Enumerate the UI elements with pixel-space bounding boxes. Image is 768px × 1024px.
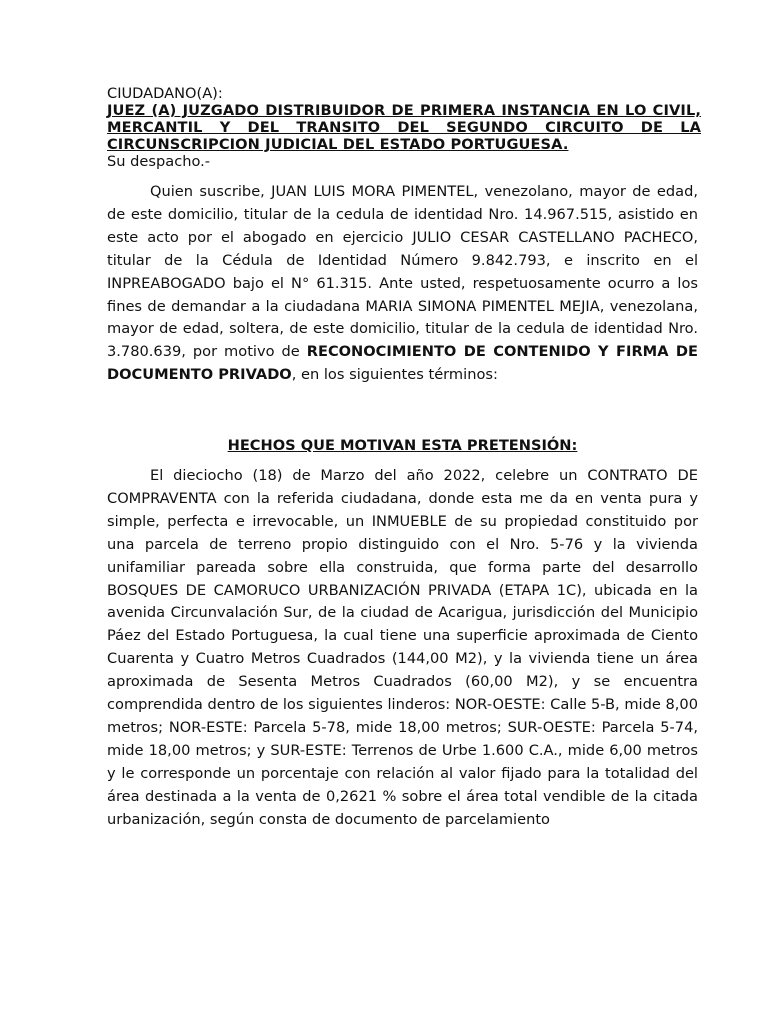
claim-type: RECONOCIMIENTO DE CONTENIDO Y FIRMA DE DOCUMENTO PRIVADO	[107, 343, 698, 384]
facts-paragraph	[107, 465, 698, 832]
intro-paragraph	[107, 181, 698, 387]
section-title: HECHOS QUE MOTIVAN ESTA PRETENSIÓN:	[227, 437, 578, 454]
addressee-label: CIUDADANO(A):	[107, 85, 223, 102]
intro-text-end: , en los siguientes términos:	[291, 366, 498, 384]
salutation: Su despacho.-	[107, 153, 211, 170]
facts-text: El dieciocho (18) de Marzo del año 2022, celebre un CONTRATO DE COMPRAVENTA con la referida ciudadana, donde esta me da en venta pura y simple, perfecta e irrevocable, un INMUEBLE de su propiedad constituido por una parcela de terreno propio distinguido con el Nro. 5-76 y la vivienda unifamiliar pareada sobre ella construida, que forma parte del desarrollo BOSQUES DE CAMORUCO URBANIZACIÓN PRIVADA (ETAPA 1C), ubicada en la avenida Circunvalación Sur, de la ciudad de Acarigua, jurisdicción del Municipio Páez del Estado Portuguesa, la cual tiene una superficie aproximada de Ciento Cuarenta y Cuatro Metros Cuadrados (144,00 M2), y la vivienda tiene un área aproximada de Sesenta Metros Cuadrados (60,00 M2), y se encuentra comprendida dentro de los siguientes linderos: NOR-OESTE: Calle 5-B, mide 8,00 metros; NOR-ESTE: Parcela 5-78, mide 18,00 metros; SUR-OESTE: Parcela 5-74, mide 18,00 metros; y SUR-ESTE: Terrenos de Urbe 1.600 C.A., mide 6,00 metros y le corresponde un porcentaje con relación al valor fijado para la totalidad del área destinada a la venta de 0,2621 % sobre el área total vendible de la citada urbanización, según consta de documento de parcelamiento	[107, 467, 698, 828]
intro-text-start: Quien suscribe, JUAN LUIS MORA PIMENTEL, venezolano, mayor de edad, de este domicilio, titular de la cedula de identidad Nro. 14.967.515, asistido en este acto por el abogado en ejercicio JULIO CESAR CASTELLANO PACHECO, titular de la Cédula de Identidad Número 9.842.793, e inscrito en el INPREABOGADO bajo el N° 61.315. Ante usted, respetuosamente ocurro a los fines de demandar a la ciudadana MARIA SIMONA PIMENTEL MEJIA, venezolana, mayor de edad, soltera, de este domicilio, titular de la cedula de identidad Nro. 3.780.639, por motivo de	[107, 183, 698, 361]
letter-header	[107, 85, 701, 170]
court-name: JUEZ (A) JUZGADO DISTRIBUIDOR DE PRIMERA INSTANCIA EN LO CIVIL, MERCANTIL Y DEL TRANSITO DEL SEGUNDO CIRCUITO DE LA CIRCUNSCRIPCION JUDICIAL DEL ESTADO PORTUGUESA.	[107, 102, 701, 153]
